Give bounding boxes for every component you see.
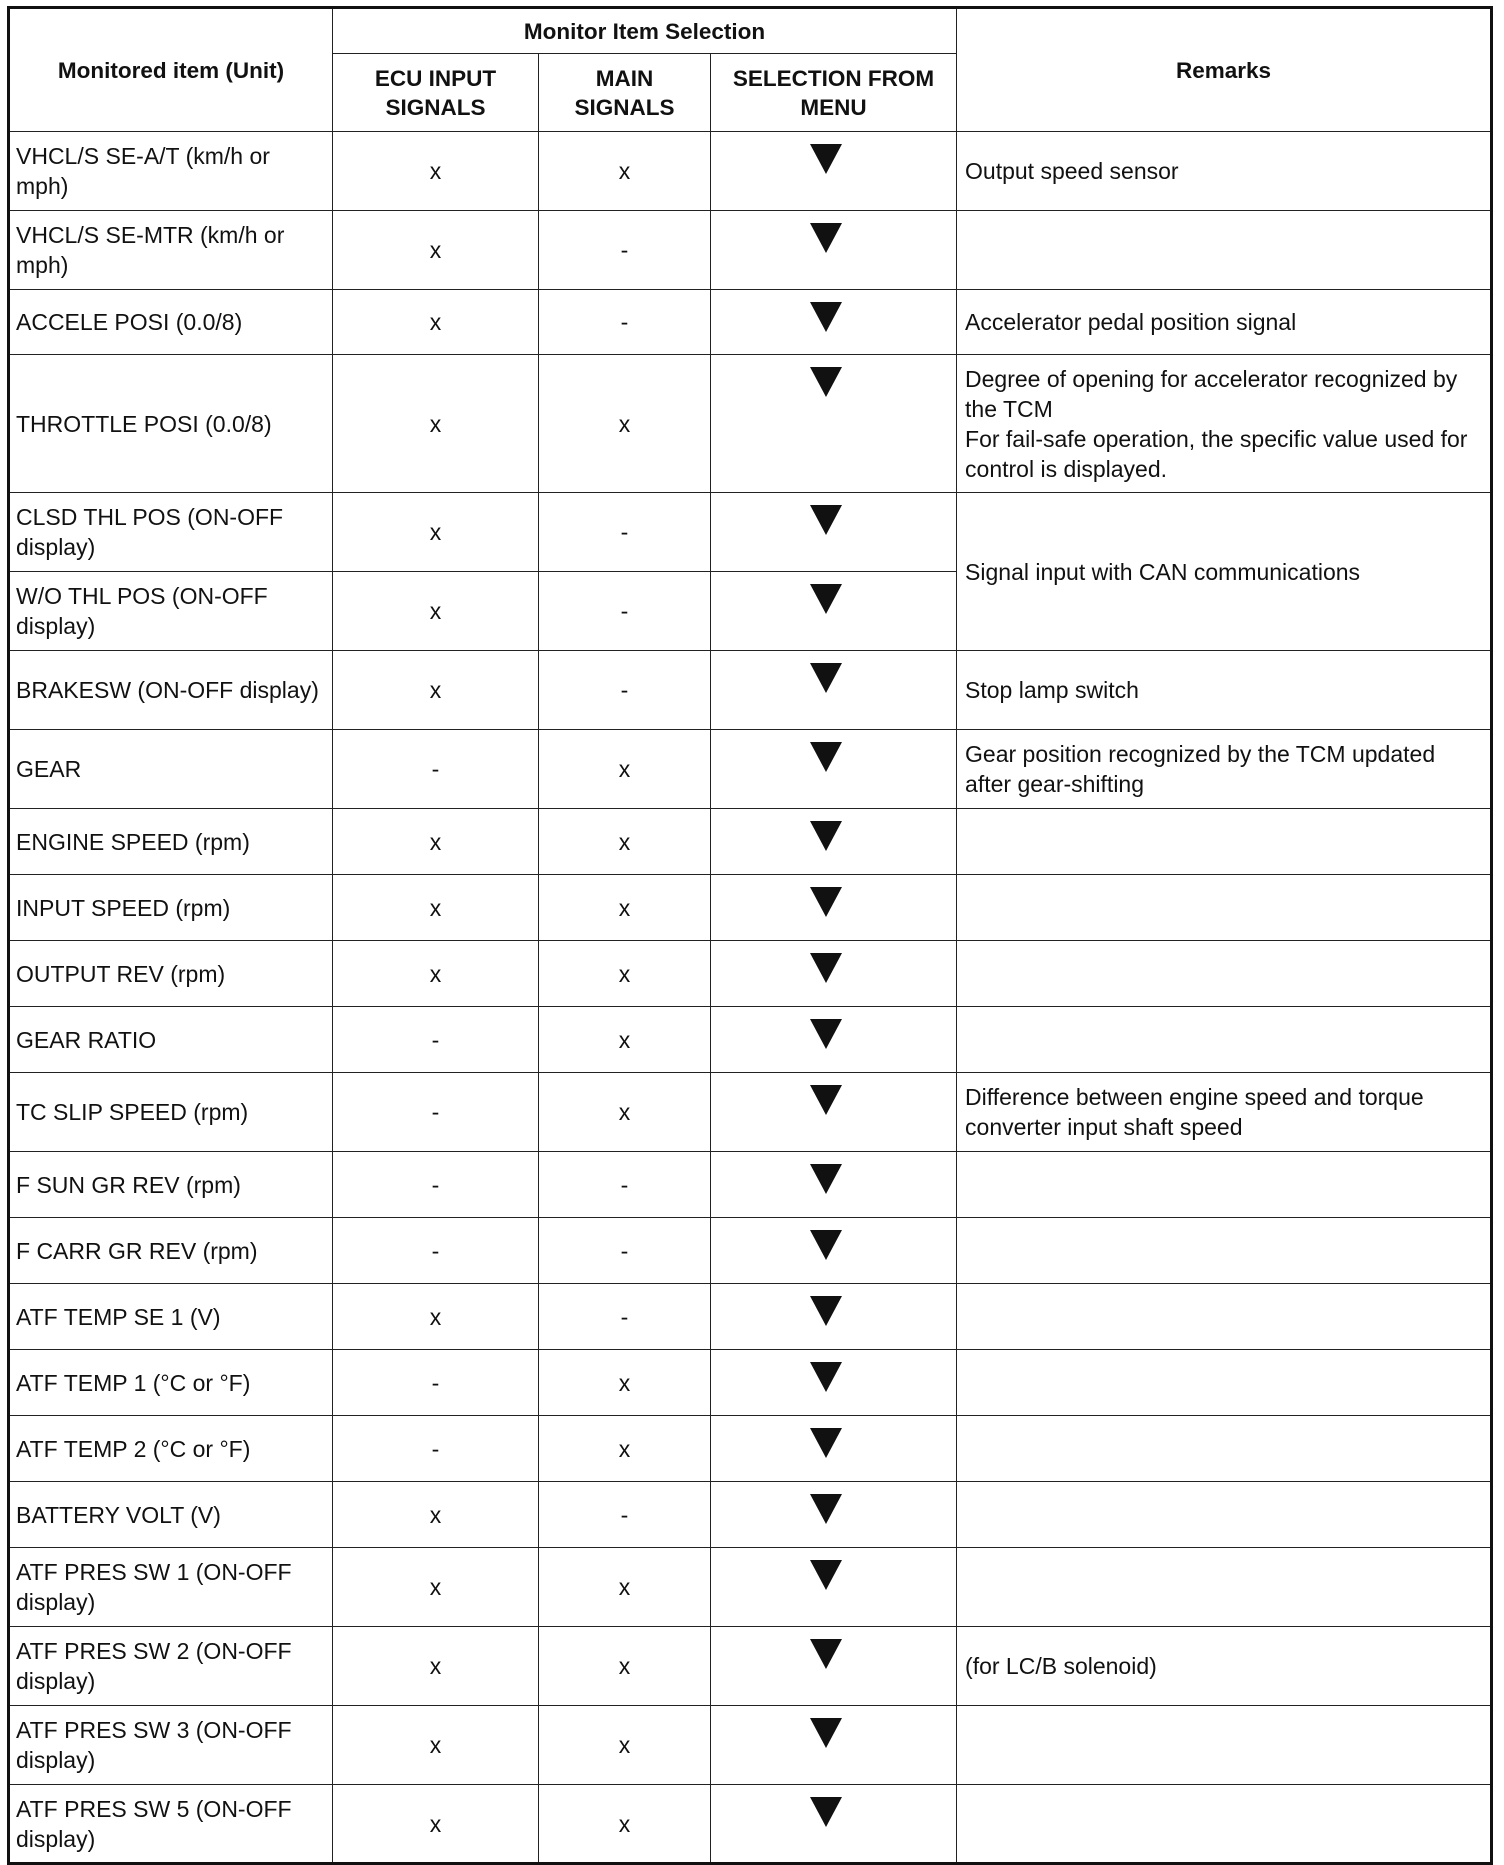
selection-from-menu-cell (711, 1548, 957, 1627)
selection-from-menu-cell (711, 132, 957, 211)
main-signals-mark: x (539, 1416, 711, 1482)
ecu-input-mark: - (333, 1218, 539, 1284)
monitor-item-table (7, 6, 1493, 1865)
ecu-input-mark: x (333, 941, 539, 1007)
remarks-cell (957, 1706, 1492, 1785)
remarks-text: Signal input with CAN communications (965, 558, 1361, 585)
remarks-cell (957, 1152, 1492, 1218)
selection-from-menu-cell (711, 1218, 957, 1284)
selection-from-menu-cell (711, 572, 957, 651)
triangle-down-icon (810, 1164, 842, 1194)
main-signals-mark: x (539, 355, 711, 493)
monitored-item-cell: VHCL/S SE-A/T (km/h or mph) (9, 132, 333, 211)
selection-from-menu-cell (711, 1007, 957, 1073)
table-row (9, 651, 1492, 730)
remarks-text: (for LC/B solenoid) (965, 1653, 1157, 1679)
ecu-input-mark: x (333, 1482, 539, 1548)
selection-from-menu-cell (711, 211, 957, 290)
ecu-input-mark: x (333, 290, 539, 355)
remarks-cell (957, 1218, 1492, 1284)
remarks-text: Output speed sensor (965, 158, 1179, 184)
ecu-input-mark: - (333, 730, 539, 809)
main-signals-mark: x (539, 1548, 711, 1627)
header-remarks: Remarks (957, 8, 1492, 132)
table-row (9, 1218, 1492, 1284)
triangle-down-icon (810, 1797, 842, 1827)
ecu-input-mark: x (333, 572, 539, 651)
monitored-item-cell: GEAR RATIO (9, 1007, 333, 1073)
remarks-cell (957, 1284, 1492, 1350)
monitored-item-cell: ATF TEMP 1 (°C or °F) (9, 1350, 333, 1416)
triangle-down-icon (810, 1639, 842, 1669)
header-main-signals: MAIN SIGNALS (539, 54, 711, 132)
table-row (9, 1482, 1492, 1548)
table-row (9, 941, 1492, 1007)
monitored-item-cell: OUTPUT REV (rpm) (9, 941, 333, 1007)
table-row (9, 1152, 1492, 1218)
triangle-down-icon (810, 821, 842, 851)
table-row (9, 355, 1492, 493)
remarks-cell (957, 211, 1492, 290)
remarks-cell (957, 1627, 1492, 1706)
main-signals-mark: x (539, 1706, 711, 1785)
monitored-item-cell: F CARR GR REV (rpm) (9, 1218, 333, 1284)
monitored-item-cell: CLSD THL POS (ON-OFF display) (9, 493, 333, 572)
selection-from-menu-cell (711, 1416, 957, 1482)
triangle-down-icon (810, 1494, 842, 1524)
monitored-item-cell: GEAR (9, 730, 333, 809)
remarks-cell (957, 875, 1492, 941)
remarks-cell (957, 1416, 1492, 1482)
selection-from-menu-cell (711, 493, 957, 572)
triangle-down-icon (810, 953, 842, 983)
main-signals-mark: - (539, 572, 711, 651)
main-signals-mark: x (539, 1350, 711, 1416)
remarks-text: Degree of opening for accelerator recognized by the TCM (965, 365, 1458, 422)
selection-from-menu-cell (711, 1706, 957, 1785)
selection-from-menu-cell (711, 875, 957, 941)
triangle-down-icon (810, 663, 842, 693)
monitored-item-cell: W/O THL POS (ON-OFF display) (9, 572, 333, 651)
remarks-cell (957, 1350, 1492, 1416)
table-row (9, 1284, 1492, 1350)
selection-from-menu-cell (711, 651, 957, 730)
ecu-input-mark: x (333, 651, 539, 730)
triangle-down-icon (810, 144, 842, 174)
remarks-text: Gear position recognized by the TCM updated after gear-shifting (965, 741, 1436, 797)
main-signals-mark: - (539, 1152, 711, 1218)
selection-from-menu-cell (711, 1152, 957, 1218)
main-signals-mark: x (539, 1785, 711, 1864)
remarks-text: Accelerator pedal position signal (965, 309, 1297, 335)
main-signals-mark: - (539, 1218, 711, 1284)
remarks-text: For fail-safe operation, the specific value used for control is displayed. (965, 425, 1468, 482)
table-row (9, 1785, 1492, 1864)
ecu-input-mark: - (333, 1152, 539, 1218)
selection-from-menu-cell (711, 941, 957, 1007)
remarks-cell (957, 809, 1492, 875)
ecu-input-mark: - (333, 1007, 539, 1073)
table-row (9, 290, 1492, 355)
table-row (9, 132, 1492, 211)
monitored-item-cell: ATF PRES SW 1 (ON-OFF display) (9, 1548, 333, 1627)
triangle-down-icon (810, 505, 842, 535)
main-signals-mark: x (539, 1073, 711, 1152)
table-row (9, 1416, 1492, 1482)
main-signals-mark: x (539, 730, 711, 809)
ecu-input-mark: x (333, 1785, 539, 1864)
selection-from-menu-cell (711, 1482, 957, 1548)
main-signals-mark: - (539, 493, 711, 572)
ecu-input-mark: x (333, 211, 539, 290)
remarks-cell (957, 1073, 1492, 1152)
triangle-down-icon (810, 1362, 842, 1392)
remarks-cell (957, 1482, 1492, 1548)
triangle-down-icon (810, 1428, 842, 1458)
triangle-down-icon (810, 1296, 842, 1326)
monitored-item-cell: THROTTLE POSI (0.0/8) (9, 355, 333, 493)
ecu-input-mark: x (333, 1627, 539, 1706)
table-row (9, 1548, 1492, 1627)
monitored-item-cell: ACCELE POSI (0.0/8) (9, 290, 333, 355)
triangle-down-icon (810, 302, 842, 332)
triangle-down-icon (810, 1230, 842, 1260)
remarks-cell (957, 493, 1492, 651)
ecu-input-mark: x (333, 1706, 539, 1785)
header-selection-from-menu: SELECTION FROM MENU (711, 54, 957, 132)
selection-from-menu-cell (711, 1350, 957, 1416)
remarks-text: Difference between engine speed and torque converter input shaft speed (965, 1084, 1424, 1140)
ecu-input-mark: x (333, 1284, 539, 1350)
monitored-item-cell: BATTERY VOLT (V) (9, 1482, 333, 1548)
table-row (9, 809, 1492, 875)
remarks-cell (957, 651, 1492, 730)
ecu-input-mark: x (333, 493, 539, 572)
monitored-item-cell: ATF PRES SW 2 (ON-OFF display) (9, 1627, 333, 1706)
remarks-cell (957, 730, 1492, 809)
triangle-down-icon (810, 367, 842, 397)
header-monitored-item: Monitored item (Unit) (9, 8, 333, 132)
remarks-cell (957, 941, 1492, 1007)
main-signals-mark: x (539, 941, 711, 1007)
table-row (9, 493, 1492, 572)
triangle-down-icon (810, 1718, 842, 1748)
main-signals-mark: - (539, 651, 711, 730)
ecu-input-mark: - (333, 1416, 539, 1482)
main-signals-mark: - (539, 1482, 711, 1548)
table-row (9, 1350, 1492, 1416)
table-row (9, 1073, 1492, 1152)
table-row (9, 1007, 1492, 1073)
selection-from-menu-cell (711, 809, 957, 875)
monitored-item-cell: ENGINE SPEED (rpm) (9, 809, 333, 875)
main-signals-mark: x (539, 1627, 711, 1706)
ecu-input-mark: x (333, 132, 539, 211)
triangle-down-icon (810, 223, 842, 253)
table-row (9, 730, 1492, 809)
remarks-cell (957, 1785, 1492, 1864)
main-signals-mark: x (539, 1007, 711, 1073)
monitored-item-cell: ATF PRES SW 3 (ON-OFF display) (9, 1706, 333, 1785)
main-signals-mark: - (539, 1284, 711, 1350)
main-signals-mark: x (539, 132, 711, 211)
remarks-cell (957, 1548, 1492, 1627)
ecu-input-mark: - (333, 1350, 539, 1416)
selection-from-menu-cell (711, 1627, 957, 1706)
monitored-item-cell: TC SLIP SPEED (rpm) (9, 1073, 333, 1152)
monitored-item-cell: INPUT SPEED (rpm) (9, 875, 333, 941)
triangle-down-icon (810, 1085, 842, 1115)
selection-from-menu-cell (711, 1073, 957, 1152)
remarks-cell (957, 355, 1492, 493)
main-signals-mark: - (539, 211, 711, 290)
table-row (9, 1706, 1492, 1785)
remarks-cell (957, 1007, 1492, 1073)
main-signals-mark: x (539, 875, 711, 941)
header-ecu-input-signals: ECU INPUT SIGNALS (333, 54, 539, 132)
monitored-item-cell: ATF TEMP SE 1 (V) (9, 1284, 333, 1350)
selection-from-menu-cell (711, 1785, 957, 1864)
selection-from-menu-cell (711, 355, 957, 493)
main-signals-mark: - (539, 290, 711, 355)
triangle-down-icon (810, 1560, 842, 1590)
monitored-item-cell: ATF PRES SW 5 (ON-OFF display) (9, 1785, 333, 1864)
ecu-input-mark: - (333, 1073, 539, 1152)
ecu-input-mark: x (333, 1548, 539, 1627)
monitored-item-cell: ATF TEMP 2 (°C or °F) (9, 1416, 333, 1482)
triangle-down-icon (810, 887, 842, 917)
table-row (9, 1627, 1492, 1706)
table-row (9, 875, 1492, 941)
triangle-down-icon (810, 1019, 842, 1049)
remarks-cell (957, 132, 1492, 211)
remarks-text: Stop lamp switch (965, 677, 1139, 703)
table-row (9, 211, 1492, 290)
header-monitor-item-selection: Monitor Item Selection (333, 8, 957, 54)
ecu-input-mark: x (333, 355, 539, 493)
ecu-input-mark: x (333, 809, 539, 875)
selection-from-menu-cell (711, 730, 957, 809)
triangle-down-icon (810, 742, 842, 772)
ecu-input-mark: x (333, 875, 539, 941)
monitored-item-cell: VHCL/S SE-MTR (km/h or mph) (9, 211, 333, 290)
monitored-item-cell: F SUN GR REV (rpm) (9, 1152, 333, 1218)
triangle-down-icon (810, 584, 842, 614)
main-signals-mark: x (539, 809, 711, 875)
monitored-item-cell: BRAKESW (ON-OFF display) (9, 651, 333, 730)
remarks-cell (957, 290, 1492, 355)
selection-from-menu-cell (711, 290, 957, 355)
selection-from-menu-cell (711, 1284, 957, 1350)
